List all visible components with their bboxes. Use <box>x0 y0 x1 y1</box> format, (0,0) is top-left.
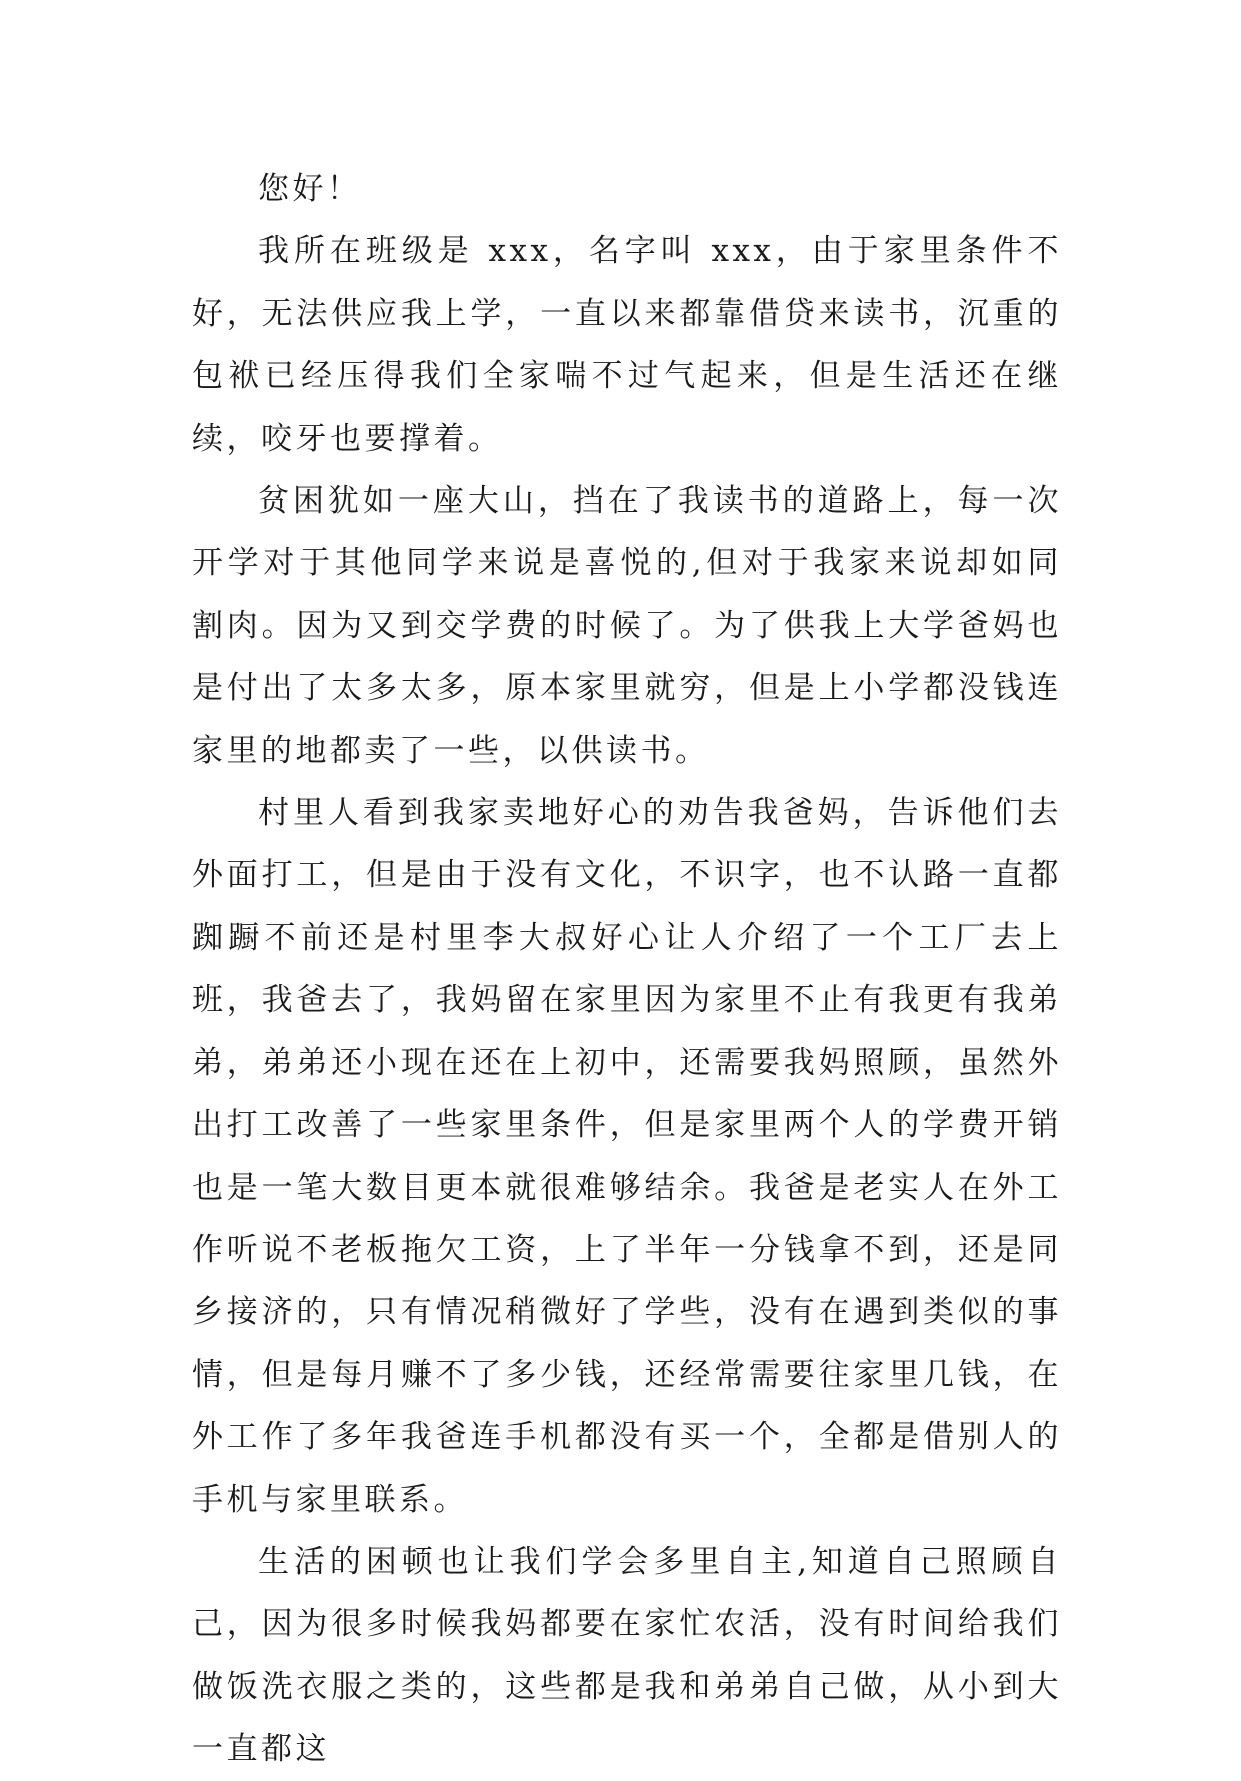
letter-body <box>192 158 1062 1781</box>
paragraph-2: 贫困犹如一座大山，挡在了我读书的道路上，每一次开学对于其他同学来说是喜悦的,但对于我家来说却如同割肉。因为又到交学费的时候了。为了供我上大学爸妈也是付出了太多太多，原本家里就穷，但是上小学都没钱连家里的地都卖了一些，以供读书。 <box>192 483 1062 769</box>
paragraph-1: 我所在班级是 xxx，名字叫 xxx，由于家里条件不好，无法供应我上学，一直以来都靠借贷来读书，沉重的包袱已经压得我们全家喘不过气起来，但是生活还在继续，咬牙也要撑着。 <box>192 233 1062 457</box>
paragraph-3: 村里人看到我家卖地好心的劝告我爸妈，告诉他们去外面打工，但是由于没有文化，不识字，也不认路一直都踟蹰不前还是村里李大叔好心让人介绍了一个工厂去上班，我爸去了，我妈留在家里因为家里不止有我更有我弟弟，弟弟还小现在还在上初中，还需要我妈照顾，虽然外出打工改善了一些家里条件，但是家里两个人的学费开销也是一笔大数目更本就很难够结余。我爸是老实人在外工作听说不老板拖欠工资，上了半年一分钱拿不到，还是同乡接济的，只有情况稍微好了学些，没有在遇到类似的事情，但是每月赚不了多少钱，还经常需要往家里几钱，在外工作了多年我爸连手机都没有买一个，全都是借别人的手机与家里联系。 <box>192 795 1062 1518</box>
paragraph-4: 生活的困顿也让我们学会多里自主,知道自己照顾自己，因为很多时候我妈都要在家忙农活，没有时间给我们做饭洗衣服之类的，这些都是我和弟弟自己做，从小到大一直都这 <box>192 1543 1062 1768</box>
greeting: 您好！ <box>258 171 362 207</box>
